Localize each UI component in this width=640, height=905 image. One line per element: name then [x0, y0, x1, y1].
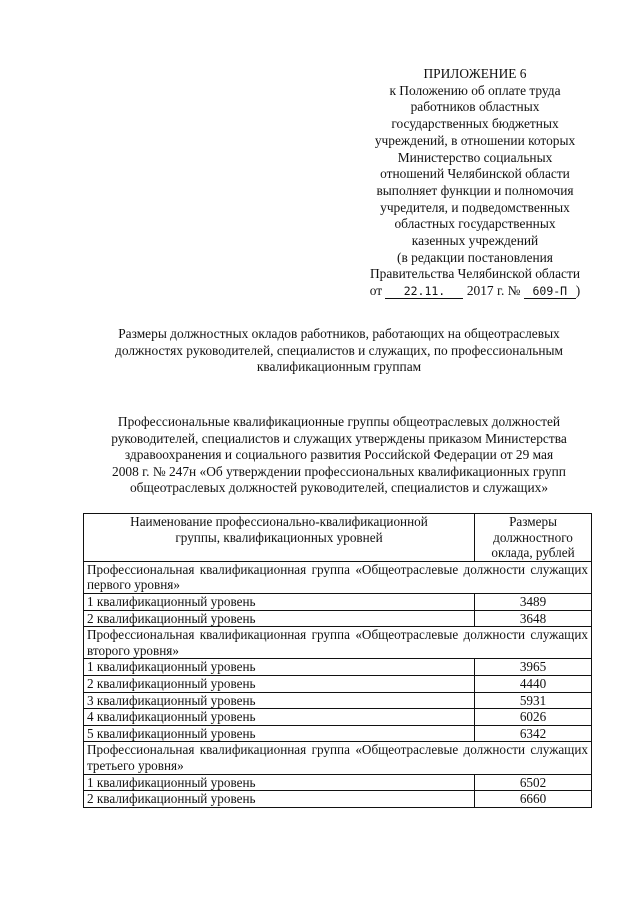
table-row: [84, 774, 592, 791]
group-row: [84, 627, 592, 659]
salary-value: 6502: [475, 774, 592, 791]
table-row: [84, 709, 592, 726]
header-text: группы, квалификационных уровней: [175, 529, 383, 545]
salary-table: [83, 513, 592, 808]
group-row: [84, 561, 592, 593]
title-line: должностях руководителей, специалистов и служащих, по профессиональным: [115, 342, 563, 358]
appendix-block: [345, 66, 605, 300]
resolution-number: 609-П: [524, 285, 576, 299]
intro-paragraph: [80, 414, 598, 497]
appendix-line: государственных бюджетных: [391, 116, 559, 132]
year-text: 2017 г. №: [466, 283, 521, 299]
level-name: 2 квалификационный уровень: [84, 791, 475, 808]
salary-value: 6342: [475, 725, 592, 742]
salary-value: 5931: [475, 692, 592, 709]
intro-line: общеотраслевых должностей руководителей, специалистов и служащих»: [129, 480, 549, 495]
appendix-line: отношений Челябинской области: [380, 166, 570, 182]
salary-value: 6660: [475, 791, 592, 808]
table-row: [84, 675, 592, 692]
group-name: Профессиональная квалификационная группа «Общеотраслевые должности служащих первого уровня»: [84, 561, 592, 593]
intro-line: 2008 г. № 247н «Об утверждении профессиональных квалификационных групп: [112, 463, 566, 479]
group-name: Профессиональная квалификационная группа «Общеотраслевые должности служащих второго уровня»: [84, 627, 592, 659]
level-name: 3 квалификационный уровень: [84, 692, 475, 709]
appendix-line: работников областных: [410, 99, 540, 115]
table-row: [84, 692, 592, 709]
intro-line: здравоохранения и социального развития Российской Федерации от 29 мая: [124, 447, 554, 462]
group-row: [84, 742, 592, 774]
intro-line: Профессиональные квалификационные группы общеотраслевых должностей: [117, 414, 561, 429]
level-name: 5 квалификационный уровень: [84, 725, 475, 742]
appendix-line: казенных учреждений: [411, 233, 539, 249]
level-name: 2 квалификационный уровень: [84, 675, 475, 692]
header-group-name: [84, 514, 475, 562]
resolution-date-line: [345, 283, 605, 300]
table-row: [84, 659, 592, 676]
intro-line: руководителей, специалистов и служащих утверждены приказом Министерства: [111, 430, 567, 446]
title-line: Размеры должностных окладов работников, работающих на общеотраслевых: [118, 326, 560, 341]
level-name: 1 квалификационный уровень: [84, 659, 475, 676]
header-salary: [475, 514, 592, 562]
appendix-line: Министерство социальных: [397, 149, 553, 165]
salary-value: 6026: [475, 709, 592, 726]
header-text: Размеры: [509, 514, 557, 529]
level-name: 1 квалификационный уровень: [84, 774, 475, 791]
appendix-line: учредителя, и подведомственных: [380, 199, 570, 215]
table-row: [84, 610, 592, 627]
salary-value: 3489: [475, 593, 592, 610]
title-line: квалификационным группам: [256, 359, 422, 374]
appendix-line: Правительства Челябинской области: [370, 266, 580, 282]
close-paren: ): [575, 283, 581, 299]
appendix-line: к Положению об оплате труда: [389, 82, 561, 98]
header-text: оклада, рублей: [491, 545, 575, 561]
appendix-line: учреждений, в отношении которых: [374, 132, 576, 148]
level-name: 1 квалификационный уровень: [84, 593, 475, 610]
resolution-date: 22.11.: [385, 285, 463, 299]
document-title: [80, 326, 598, 376]
salary-value: 4440: [475, 675, 592, 692]
appendix-line: областных государственных: [394, 216, 556, 232]
header-text: Наименование профессионально-квалификационной: [130, 514, 428, 529]
table-row: [84, 791, 592, 808]
table-row: [84, 593, 592, 610]
table-header-row: [84, 514, 592, 562]
level-name: 2 квалификационный уровень: [84, 610, 475, 627]
table-row: [84, 725, 592, 742]
salary-value: 3648: [475, 610, 592, 627]
date-prefix: от: [369, 283, 383, 299]
header-text: должностного: [493, 529, 573, 545]
appendix-line: (в редакции постановления: [397, 249, 553, 265]
level-name: 4 квалификационный уровень: [84, 709, 475, 726]
group-name: Профессиональная квалификационная группа «Общеотраслевые должности служащих третьего уровня»: [84, 742, 592, 774]
appendix-heading: ПРИЛОЖЕНИЕ 6: [423, 66, 527, 81]
appendix-line: выполняет функции и полномочия: [376, 182, 574, 198]
salary-value: 3965: [475, 659, 592, 676]
